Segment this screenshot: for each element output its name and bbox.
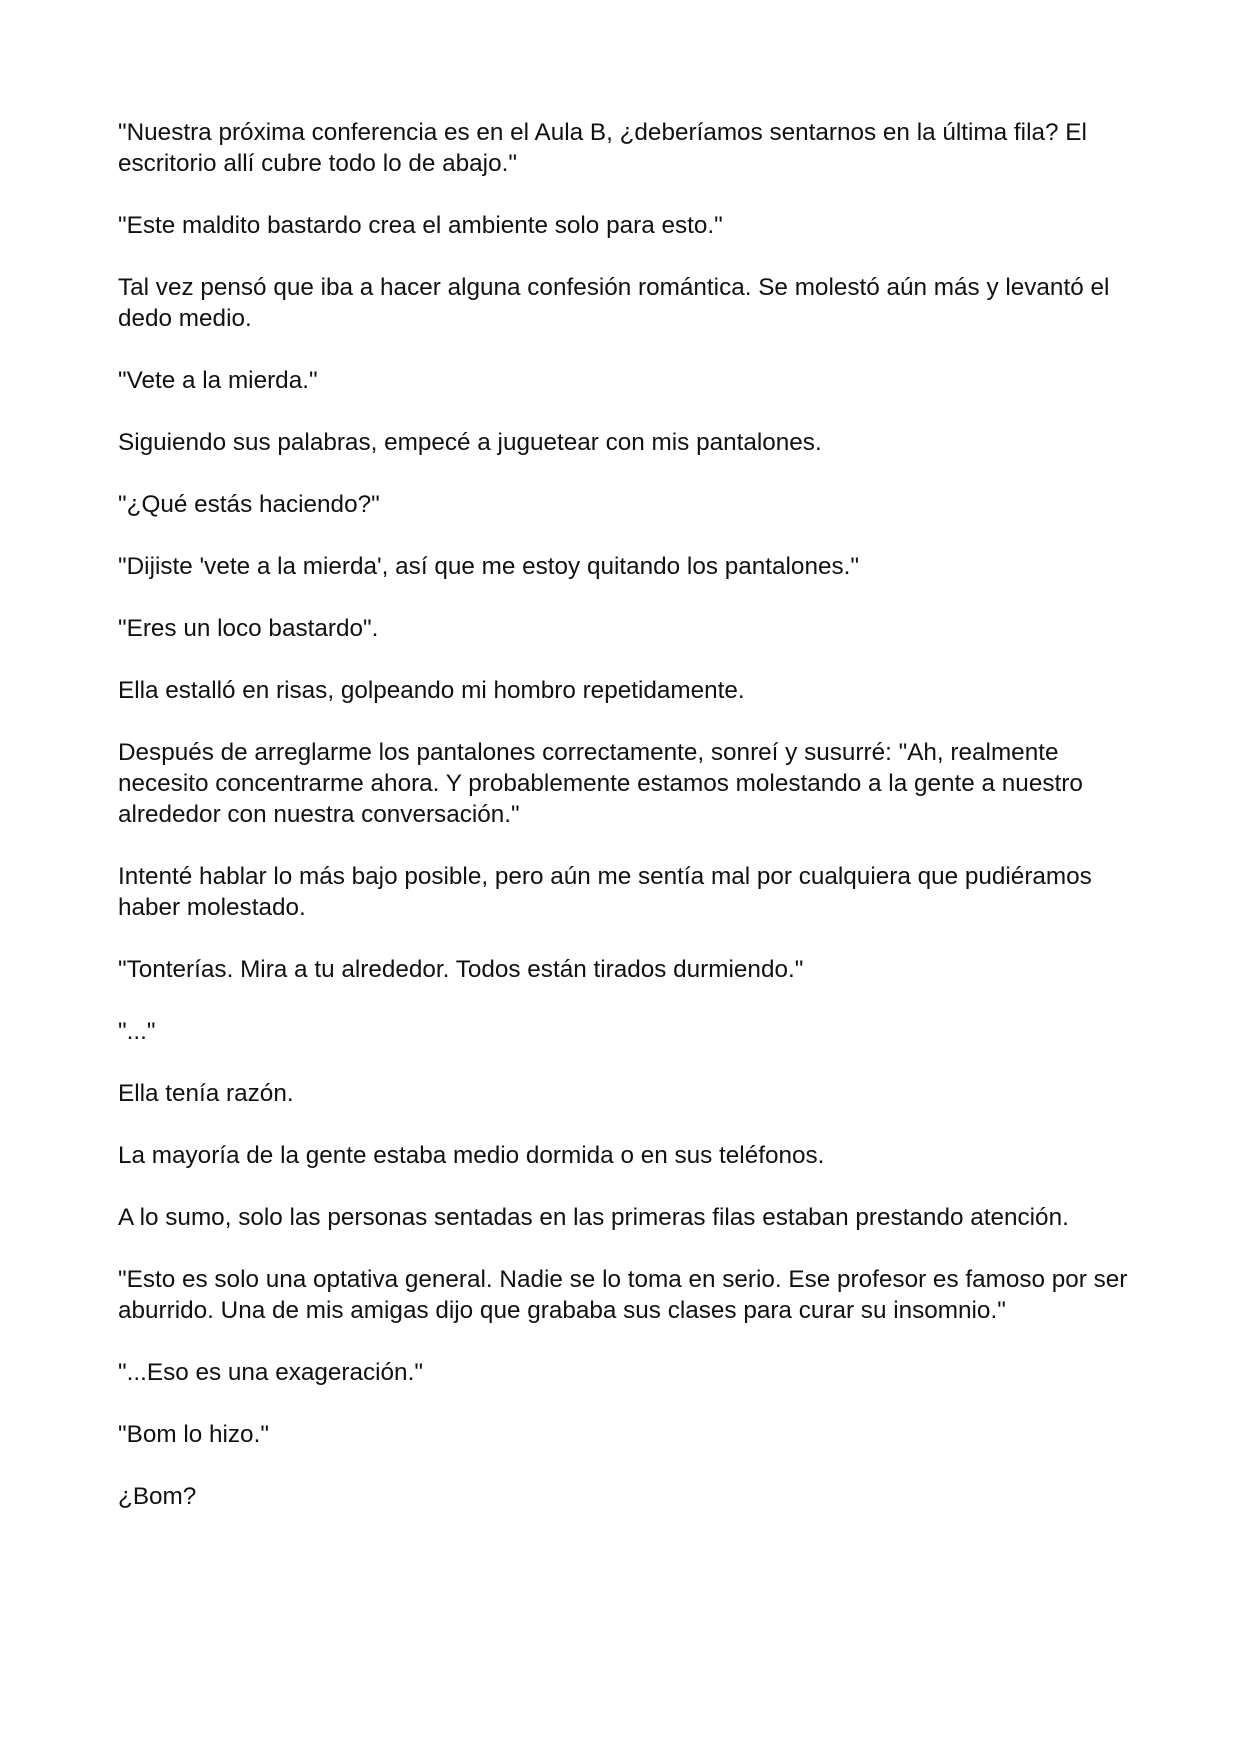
paragraph-14: Ella tenía razón. — [118, 1080, 294, 1107]
paragraph-9: Ella estalló en risas, golpeando mi hombro repetidamente. — [118, 677, 745, 704]
paragraph-1: "Nuestra próxima conferencia es en el Aula B, ¿deberíamos sentarnos en la última fila? El escritorio allí cubre todo lo de abajo." — [118, 119, 1087, 177]
paragraph-20: ¿Bom? — [118, 1483, 197, 1510]
paragraph-11: Intenté hablar lo más bajo posible, pero aún me sentía mal por cualquiera que pudiéramos haber molestado. — [118, 863, 1092, 921]
paragraph-2: "Este maldito bastardo crea el ambiente solo para esto." — [118, 212, 723, 239]
paragraph-16: A lo sumo, solo las personas sentadas en las primeras filas estaban prestando atención. — [118, 1204, 1069, 1231]
paragraph-13: "..." — [118, 1018, 156, 1045]
document-body — [118, 117, 1128, 1543]
paragraph-19: "Bom lo hizo." — [118, 1421, 269, 1448]
paragraph-18: "...Eso es una exageración." — [118, 1359, 423, 1386]
paragraph-17: "Esto es solo una optativa general. Nadie se lo toma en serio. Ese profesor es famoso por ser aburrido. Una de mis amigas dijo que grababa sus clases para curar su insomnio." — [118, 1266, 1128, 1324]
paragraph-4: "Vete a la mierda." — [118, 367, 318, 394]
paragraph-8: "Eres un loco bastardo". — [118, 615, 379, 642]
paragraph-6: "¿Qué estás haciendo?" — [118, 491, 380, 518]
paragraph-3: Tal vez pensó que iba a hacer alguna confesión romántica. Se molestó aún más y levantó el dedo medio. — [118, 274, 1110, 332]
paragraph-7: "Dijiste 'vete a la mierda', así que me estoy quitando los pantalones." — [118, 553, 859, 580]
paragraph-5: Siguiendo sus palabras, empecé a juguetear con mis pantalones. — [118, 429, 822, 456]
paragraph-15: La mayoría de la gente estaba medio dormida o en sus teléfonos. — [118, 1142, 825, 1169]
paragraph-12: "Tonterías. Mira a tu alrededor. Todos están tirados durmiendo." — [118, 956, 804, 983]
paragraph-10: Después de arreglarme los pantalones correctamente, sonreí y susurré: "Ah, realmente necesito concentrarme ahora. Y probablemente estamos molestando a la gente a nuestro alrededor con nuestra conversación." — [118, 739, 1083, 828]
